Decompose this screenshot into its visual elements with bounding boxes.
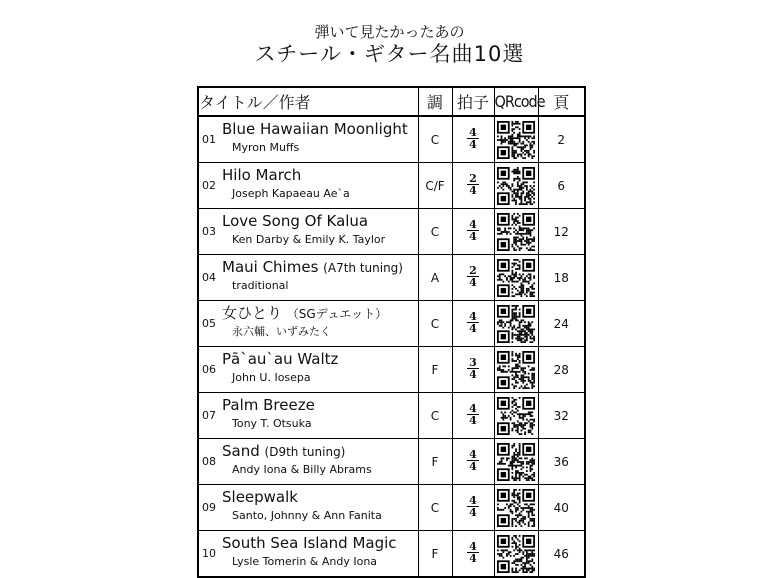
time-signature-cell bbox=[452, 163, 494, 209]
time-signature bbox=[466, 309, 480, 335]
song-info-cell bbox=[220, 301, 418, 347]
time-signature-cell bbox=[452, 485, 494, 531]
song-page-number: 12 bbox=[538, 209, 585, 255]
song-composer: Lysle Tomerin & Andy Iona bbox=[232, 555, 378, 568]
song-title-line bbox=[222, 396, 416, 415]
time-signature-unit: 4 bbox=[469, 275, 477, 289]
song-page-number: 24 bbox=[538, 301, 585, 347]
column-header-key: 調 bbox=[418, 87, 452, 116]
song-key: C bbox=[418, 301, 452, 347]
song-info-cell bbox=[220, 163, 418, 209]
time-signature-beats: 2 bbox=[469, 263, 477, 277]
song-info-cell bbox=[220, 485, 418, 531]
time-signature bbox=[466, 171, 480, 197]
song-info-cell bbox=[220, 116, 418, 163]
table-row bbox=[198, 485, 585, 531]
qr-code-icon[interactable] bbox=[497, 535, 535, 573]
song-number: 09 bbox=[198, 485, 220, 531]
song-number: 04 bbox=[198, 255, 220, 301]
table-row bbox=[198, 347, 585, 393]
time-signature-beats: 4 bbox=[469, 447, 477, 461]
qr-code-cell bbox=[494, 439, 538, 485]
song-composer: John U. Iosepa bbox=[232, 371, 311, 384]
song-composer: Santo, Johnny & Ann Fanita bbox=[232, 509, 382, 522]
qr-code-icon[interactable] bbox=[497, 167, 535, 205]
song-number: 07 bbox=[198, 393, 220, 439]
table-row bbox=[198, 439, 585, 485]
time-signature-cell bbox=[452, 347, 494, 393]
song-key: F bbox=[418, 439, 452, 485]
song-key: C bbox=[418, 209, 452, 255]
song-number: 08 bbox=[198, 439, 220, 485]
song-number: 10 bbox=[198, 531, 220, 578]
qr-code-cell bbox=[494, 393, 538, 439]
time-signature-cell bbox=[452, 301, 494, 347]
time-signature-cell bbox=[452, 439, 494, 485]
time-signature-beats: 2 bbox=[469, 171, 477, 185]
song-key: C bbox=[418, 393, 452, 439]
song-info-cell bbox=[220, 347, 418, 393]
qr-code-cell bbox=[494, 209, 538, 255]
qr-code-icon[interactable] bbox=[497, 397, 535, 435]
song-composer: Ken Darby & Emily K. Taylor bbox=[232, 233, 386, 246]
time-signature-beats: 4 bbox=[469, 539, 477, 553]
table-row bbox=[198, 301, 585, 347]
qr-code-icon[interactable] bbox=[497, 259, 535, 297]
song-tuning-note: (A7th tuning) bbox=[323, 261, 403, 275]
song-number: 05 bbox=[198, 301, 220, 347]
time-signature bbox=[466, 493, 480, 519]
song-info-cell bbox=[220, 255, 418, 301]
qr-code-cell bbox=[494, 116, 538, 163]
song-title-line bbox=[222, 120, 416, 139]
qr-code-cell bbox=[494, 531, 538, 578]
qr-code-cell bbox=[494, 163, 538, 209]
song-title: South Sea Island Magic bbox=[222, 534, 397, 552]
time-signature bbox=[466, 355, 480, 381]
song-page-number: 18 bbox=[538, 255, 585, 301]
time-signature-beats: 3 bbox=[469, 355, 477, 369]
song-page-number: 28 bbox=[538, 347, 585, 393]
song-composer: Joseph Kapaeau Ae`a bbox=[232, 187, 350, 200]
time-signature-cell bbox=[452, 393, 494, 439]
song-title: Palm Breeze bbox=[222, 396, 315, 414]
table-header-row bbox=[198, 87, 585, 116]
song-info-cell bbox=[220, 531, 418, 578]
time-signature bbox=[466, 217, 480, 243]
time-signature-beats: 4 bbox=[469, 125, 477, 139]
qr-code-icon[interactable] bbox=[497, 351, 535, 389]
song-composer: Myron Muffs bbox=[232, 141, 300, 154]
table-row bbox=[198, 393, 585, 439]
qr-code-cell bbox=[494, 255, 538, 301]
qr-code-icon[interactable] bbox=[497, 443, 535, 481]
table-row bbox=[198, 209, 585, 255]
song-composer: 永六輔、いずみたく bbox=[232, 325, 331, 338]
song-key: F bbox=[418, 531, 452, 578]
song-composer: Andy Iona & Billy Abrams bbox=[232, 463, 372, 476]
song-key: F bbox=[418, 347, 452, 393]
table-row bbox=[198, 531, 585, 578]
subtitle: 弾いて見たかったあの bbox=[314, 23, 465, 41]
qr-code-cell bbox=[494, 485, 538, 531]
song-key: C bbox=[418, 485, 452, 531]
time-signature bbox=[466, 401, 480, 427]
table-row bbox=[198, 163, 585, 209]
song-title-line bbox=[222, 166, 416, 185]
song-table bbox=[197, 86, 586, 578]
time-signature bbox=[466, 125, 480, 151]
song-key: A bbox=[418, 255, 452, 301]
time-signature-cell bbox=[452, 255, 494, 301]
column-header-title: タイトル／作者 bbox=[198, 87, 418, 116]
time-signature-beats: 4 bbox=[469, 493, 477, 507]
song-number: 02 bbox=[198, 163, 220, 209]
song-tuning-note: (D9th tuning) bbox=[264, 445, 346, 459]
song-composer: Tony T. Otsuka bbox=[232, 417, 312, 430]
song-number: 01 bbox=[198, 116, 220, 163]
time-signature-unit: 4 bbox=[469, 367, 477, 381]
song-tuning-note: （SGデュエット） bbox=[286, 307, 388, 321]
song-page-number: 6 bbox=[538, 163, 585, 209]
song-title: Love Song Of Kalua bbox=[222, 212, 369, 230]
qr-code-cell bbox=[494, 347, 538, 393]
song-title-line bbox=[222, 488, 416, 507]
time-signature-unit: 4 bbox=[469, 183, 477, 197]
time-signature-unit: 4 bbox=[469, 137, 477, 151]
song-info-cell bbox=[220, 393, 418, 439]
time-signature-beats: 4 bbox=[469, 217, 477, 231]
song-title: Blue Hawaiian Moonlight bbox=[222, 120, 408, 138]
qr-code-cell bbox=[494, 301, 538, 347]
song-page-number: 40 bbox=[538, 485, 585, 531]
song-title: Hilo March bbox=[222, 166, 302, 184]
time-signature-cell bbox=[452, 116, 494, 163]
song-title-line bbox=[222, 350, 416, 369]
song-title-line bbox=[222, 212, 416, 231]
table-row bbox=[198, 116, 585, 163]
qr-code-icon[interactable] bbox=[497, 121, 535, 159]
song-title: Sand bbox=[222, 442, 260, 460]
time-signature-unit: 4 bbox=[469, 413, 477, 427]
song-page-number: 46 bbox=[538, 531, 585, 578]
time-signature-unit: 4 bbox=[469, 321, 477, 335]
song-title-line bbox=[222, 258, 416, 277]
song-composer: traditional bbox=[232, 279, 289, 292]
song-key: C/F bbox=[418, 163, 452, 209]
qr-code-icon[interactable] bbox=[497, 489, 535, 527]
song-number: 03 bbox=[198, 209, 220, 255]
time-signature-unit: 4 bbox=[469, 229, 477, 243]
song-info-cell bbox=[220, 209, 418, 255]
song-page-number: 32 bbox=[538, 393, 585, 439]
song-page-number: 2 bbox=[538, 116, 585, 163]
time-signature-beats: 4 bbox=[469, 309, 477, 323]
time-signature-cell bbox=[452, 531, 494, 578]
column-header-page: 頁 bbox=[538, 87, 585, 116]
song-page-number: 36 bbox=[538, 439, 585, 485]
song-title-line bbox=[222, 534, 416, 553]
qr-code-icon[interactable] bbox=[497, 213, 535, 251]
song-info-cell bbox=[220, 439, 418, 485]
song-title: Sleepwalk bbox=[222, 488, 298, 506]
page-title: スチール・ギター名曲10選 bbox=[254, 42, 525, 66]
column-header-qrcode: QRcode bbox=[494, 87, 538, 116]
table-row bbox=[198, 255, 585, 301]
qr-code-icon[interactable] bbox=[497, 305, 535, 343]
time-signature bbox=[466, 263, 480, 289]
song-title-line bbox=[222, 442, 416, 461]
song-title-line bbox=[222, 304, 416, 323]
song-title: Maui Chimes bbox=[222, 258, 319, 276]
time-signature-unit: 4 bbox=[469, 551, 477, 565]
time-signature-unit: 4 bbox=[469, 505, 477, 519]
time-signature bbox=[466, 539, 480, 565]
time-signature bbox=[466, 447, 480, 473]
song-title: 女ひとり bbox=[222, 304, 283, 322]
time-signature-unit: 4 bbox=[469, 459, 477, 473]
time-signature-beats: 4 bbox=[469, 401, 477, 415]
song-title: Pā`au`au Waltz bbox=[222, 350, 339, 368]
time-signature-cell bbox=[452, 209, 494, 255]
song-number: 06 bbox=[198, 347, 220, 393]
song-key: C bbox=[418, 116, 452, 163]
column-header-meter: 拍子 bbox=[452, 87, 494, 116]
